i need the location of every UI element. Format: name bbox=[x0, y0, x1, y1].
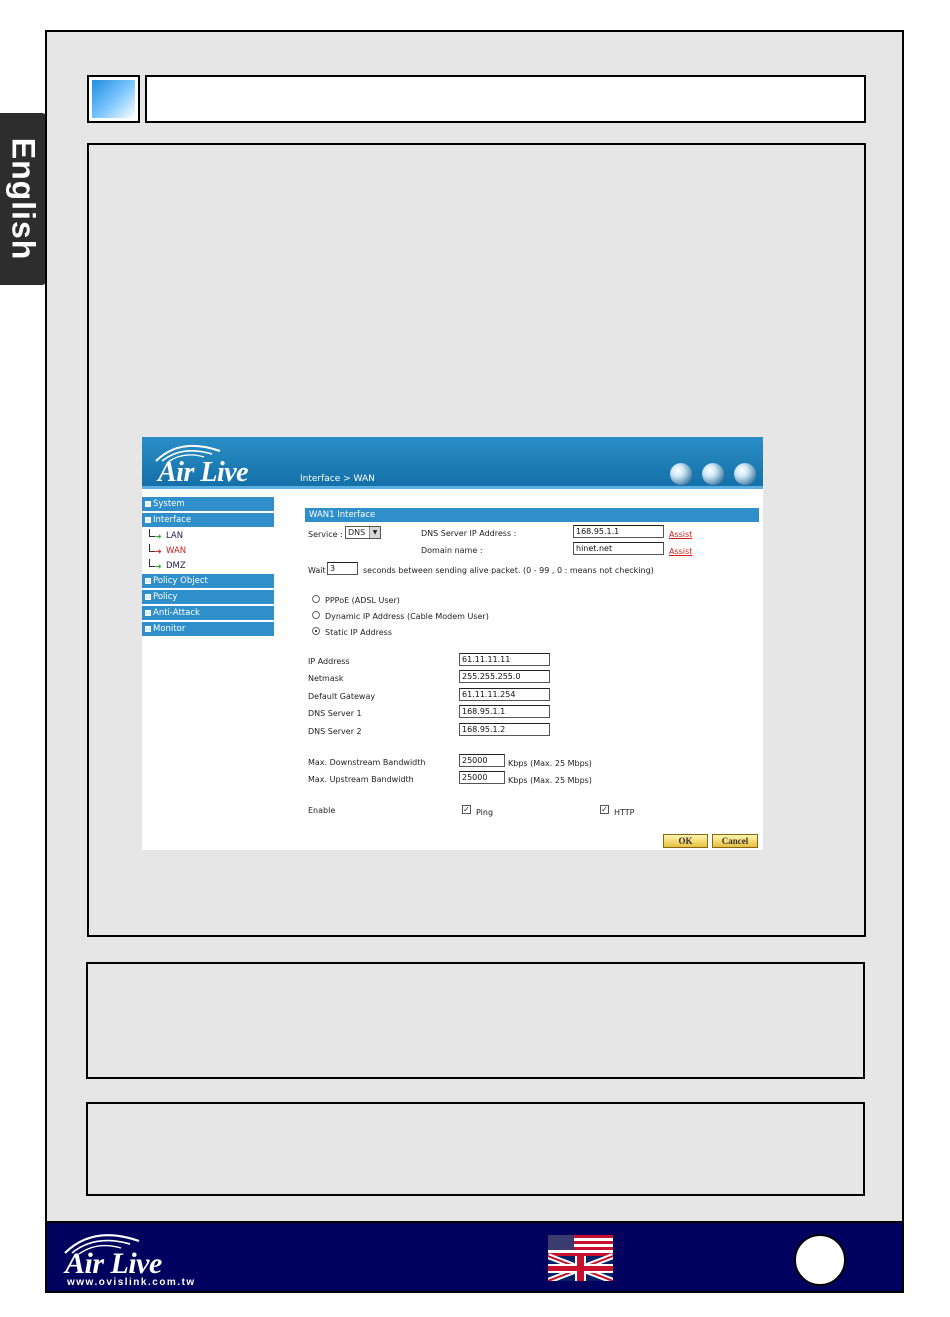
sidebar-item-system[interactable]: System bbox=[142, 497, 274, 511]
wait-label: Wait bbox=[308, 566, 326, 575]
wait-suffix: seconds between sending alive packet. (0 - 99 , 0 : means not checking) bbox=[363, 566, 654, 575]
sidebar-item-policy-object[interactable]: Policy Object bbox=[142, 574, 274, 588]
sidebar-subitem-dmz[interactable]: ➔ DMZ bbox=[142, 559, 274, 574]
downstream-label: Max. Downstream Bandwidth bbox=[308, 758, 426, 767]
note-box bbox=[86, 962, 865, 1079]
section-marker bbox=[87, 75, 140, 123]
gateway-label: Default Gateway bbox=[308, 692, 376, 701]
router-ui-screenshot bbox=[142, 437, 763, 850]
breadcrumb: Interface > WAN bbox=[300, 474, 375, 484]
page-number-circle bbox=[794, 1234, 846, 1286]
arrow-right-icon: ➔ bbox=[155, 562, 162, 571]
language-tab-label: English bbox=[5, 137, 42, 261]
static-ip-label: Static IP Address bbox=[325, 628, 393, 637]
http-label: HTTP bbox=[614, 808, 635, 817]
uk-us-flag-icon bbox=[548, 1235, 613, 1281]
arrow-right-icon: ➔ bbox=[155, 547, 162, 556]
downstream-unit: Kbps (Max. 25 Mbps) bbox=[508, 759, 592, 768]
note-box bbox=[86, 1102, 865, 1196]
wan-settings-panel bbox=[305, 508, 759, 848]
language-tab bbox=[0, 113, 46, 285]
ui-sidebar bbox=[142, 497, 274, 638]
ip-address-input[interactable]: 61.11.11.11 bbox=[459, 653, 550, 666]
airlive-logo bbox=[150, 441, 300, 487]
service-select[interactable]: DNS ▼ bbox=[345, 526, 381, 539]
enable-label: Enable bbox=[308, 806, 336, 815]
ui-header bbox=[142, 437, 763, 489]
sidebar-item-interface[interactable]: Interface bbox=[142, 513, 274, 527]
pppoe-radio[interactable] bbox=[312, 595, 320, 603]
dns2-label: DNS Server 2 bbox=[308, 727, 362, 736]
sidebar-item-anti-attack[interactable]: Anti-Attack bbox=[142, 606, 274, 620]
footer-url: www.ovislink.com.tw bbox=[67, 1277, 196, 1288]
static-ip-radio[interactable] bbox=[312, 627, 320, 635]
title-bar bbox=[145, 75, 866, 123]
ping-checkbox[interactable]: ✓ bbox=[463, 805, 470, 814]
assist-link[interactable]: Assist bbox=[669, 530, 693, 539]
sidebar-subitem-lan[interactable]: ➔ LAN bbox=[142, 529, 274, 544]
wait-input[interactable]: 3 bbox=[327, 562, 358, 575]
footer-logo-text: Air Live bbox=[65, 1247, 162, 1280]
ip-address-label: IP Address bbox=[308, 657, 350, 666]
gateway-input[interactable]: 61.11.11.254 bbox=[459, 688, 550, 701]
chevron-down-icon: ▼ bbox=[369, 527, 380, 538]
domain-name-label: Domain name : bbox=[421, 546, 483, 555]
http-checkbox[interactable]: ✓ bbox=[601, 805, 608, 814]
dns-server-label: DNS Server IP Address : bbox=[421, 529, 517, 538]
footer bbox=[45, 1221, 904, 1293]
domain-name-input[interactable]: hinet.net bbox=[573, 542, 664, 555]
globe-icon bbox=[670, 463, 692, 485]
cancel-button[interactable]: Cancel bbox=[712, 834, 758, 848]
globe-icon bbox=[702, 463, 724, 485]
netmask-input[interactable]: 255.255.255.0 bbox=[459, 670, 550, 683]
sidebar-item-monitor[interactable]: Monitor bbox=[142, 622, 274, 636]
ok-button[interactable]: OK bbox=[663, 834, 708, 848]
assist-link[interactable]: Assist bbox=[669, 547, 693, 556]
dynamic-ip-radio[interactable] bbox=[312, 611, 320, 619]
sidebar-item-policy[interactable]: Policy bbox=[142, 590, 274, 604]
upstream-label: Max. Upstream Bandwidth bbox=[308, 775, 414, 784]
downstream-input[interactable]: 25000 bbox=[459, 754, 505, 767]
section-header: WAN1 Interface bbox=[305, 508, 759, 522]
ui-logo-text: Air Live bbox=[158, 457, 249, 488]
arrow-right-icon: ➔ bbox=[155, 532, 162, 541]
sidebar-subitem-wan[interactable]: ➔ WAN bbox=[142, 544, 274, 559]
dns1-input[interactable]: 168.95.1.1 bbox=[459, 705, 550, 718]
service-label: Service : bbox=[308, 530, 343, 539]
ping-label: Ping bbox=[476, 808, 494, 817]
upstream-input[interactable]: 25000 bbox=[459, 771, 505, 784]
dns1-label: DNS Server 1 bbox=[308, 709, 362, 718]
dynamic-ip-label: Dynamic IP Address (Cable Modem User) bbox=[325, 612, 489, 621]
globe-icons bbox=[668, 459, 763, 485]
globe-icon bbox=[734, 463, 756, 485]
pppoe-label: PPPoE (ADSL User) bbox=[325, 596, 400, 605]
netmask-label: Netmask bbox=[308, 674, 344, 683]
airlive-logo bbox=[55, 1227, 235, 1291]
dns2-input[interactable]: 168.95.1.2 bbox=[459, 723, 550, 736]
dns-server-input[interactable]: 168.95.1.1 bbox=[573, 525, 664, 538]
upstream-unit: Kbps (Max. 25 Mbps) bbox=[508, 776, 592, 785]
